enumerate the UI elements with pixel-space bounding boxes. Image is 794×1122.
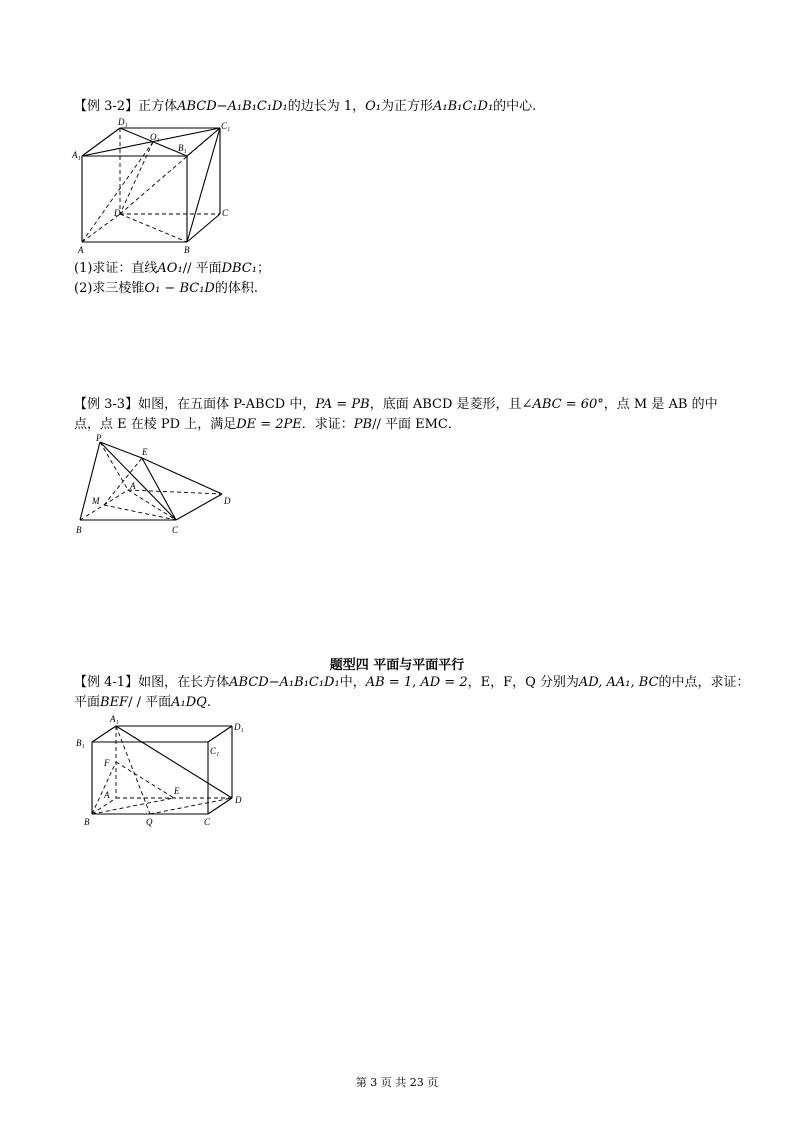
ex33-math: DE = 2PE [236,417,302,432]
ex32-math: A₁B₁C₁D₁ [433,99,494,114]
label-B1: B₁ [178,143,187,153]
label-C: C [172,525,179,535]
ex41-math: AB = 1, AD = 2 [365,675,468,690]
label-B1: B₁ [76,738,85,748]
ex33-text: ，点 M 是 AB 的中 [603,397,718,412]
label-A: A [130,481,136,491]
label-M: M [92,496,100,506]
ex32-q2-text: 的体积. [214,281,258,296]
ex32-statement [74,98,536,116]
ex32-math: ABCD−A₁B₁C₁D₁ [177,99,288,114]
section-heading: 题型四 平面与平面平行 [329,658,465,673]
ex32-q1-text: ； [256,261,270,276]
ex33-text: ，底面 ABCD 是菱形，且 [369,397,522,412]
label-B: B [84,817,90,827]
ex41-text: 如图，在长方体 [138,675,230,690]
ex33-text: ．求证： [301,417,354,432]
label-C: C [204,817,211,827]
label-P: P [96,433,102,443]
label-A: A [78,245,84,255]
ex33-statement-line-1 [74,396,718,414]
ex33-text: // 平面 EMC． [372,417,461,432]
label-B: B [76,525,82,535]
ex33-text: 如图，在五面体 P-ABCD 中， [138,397,316,412]
ex41-math: ABCD−A₁B₁C₁D₁ [229,675,340,690]
ex41-cuboid-figure [70,712,260,830]
label-C1: C₁ [221,121,231,131]
ex33-text: 点，点 E 在棱 PD 上，满足 [74,417,237,432]
label-Q: Q [146,817,153,827]
ex41-tag: 【例 4-1】 [74,675,139,690]
ex41-math: AD, AA₁, BC [578,675,659,690]
label-D: D [114,208,121,218]
ex41-text: . [206,695,211,710]
ex32-q1-text: // 平面 [182,261,222,276]
label-E: E [174,786,180,796]
ex33-math: PA = PB [315,397,370,412]
ex32-q1-math: AO₁ [157,261,183,276]
ex32-q1-math: DBC₁ [221,261,257,276]
label-A1: A₁ [110,714,119,724]
label-O1: O₁ [150,132,160,142]
label-D1: D₁ [118,117,128,127]
label-D: D [224,496,231,506]
ex32-q2-text: (2)求三棱锥 [74,281,145,296]
label-D: D [235,795,242,805]
label-C1: C₁ [210,746,220,756]
ex33-math: ∠ABC = 60° [521,397,604,412]
ex41-text: ，E，F，Q 分别为 [467,675,579,690]
ex32-text: 正方体 [138,99,178,114]
ex33-tag: 【例 3-3】 [74,397,139,412]
label-A: A [104,790,110,800]
label-B: B [184,245,190,255]
ex32-cube-figure [70,118,230,258]
ex32-text: 的中心. [493,99,537,114]
ex41-text: 中， [339,675,366,690]
ex41-statement-line-1 [74,674,750,692]
ex32-text: 为正方形 [380,99,433,114]
label-A1: A₁ [72,150,81,160]
label-F: F [104,758,110,768]
ex41-statement-line-2 [74,694,211,712]
ex41-text: / / 平面 [128,695,172,710]
ex41-text: 的中点，求证： [658,675,750,690]
label-D1: D₁ [234,722,244,732]
ex32-text: 的边长为 1， [287,99,366,114]
ex32-tag: 【例 3-2】 [74,99,139,114]
ex33-math: PB [353,417,373,432]
ex41-math: A₁DQ [171,695,207,710]
ex32-q1-text: (1)求证：直线 [74,261,158,276]
page-footer: 第 3 页 共 23 页 [355,1076,439,1089]
ex32-q2-math: O₁ − BC₁D [144,281,215,296]
label-C: C [222,208,229,218]
ex33-pentahedron-figure [72,432,242,542]
ex32-question-2 [74,280,258,298]
label-E: E [142,447,148,457]
ex32-math: O₁ [365,99,381,114]
ex32-question-1 [74,260,270,278]
ex41-math: BEF [100,695,129,710]
ex41-text: 平面 [74,695,101,710]
